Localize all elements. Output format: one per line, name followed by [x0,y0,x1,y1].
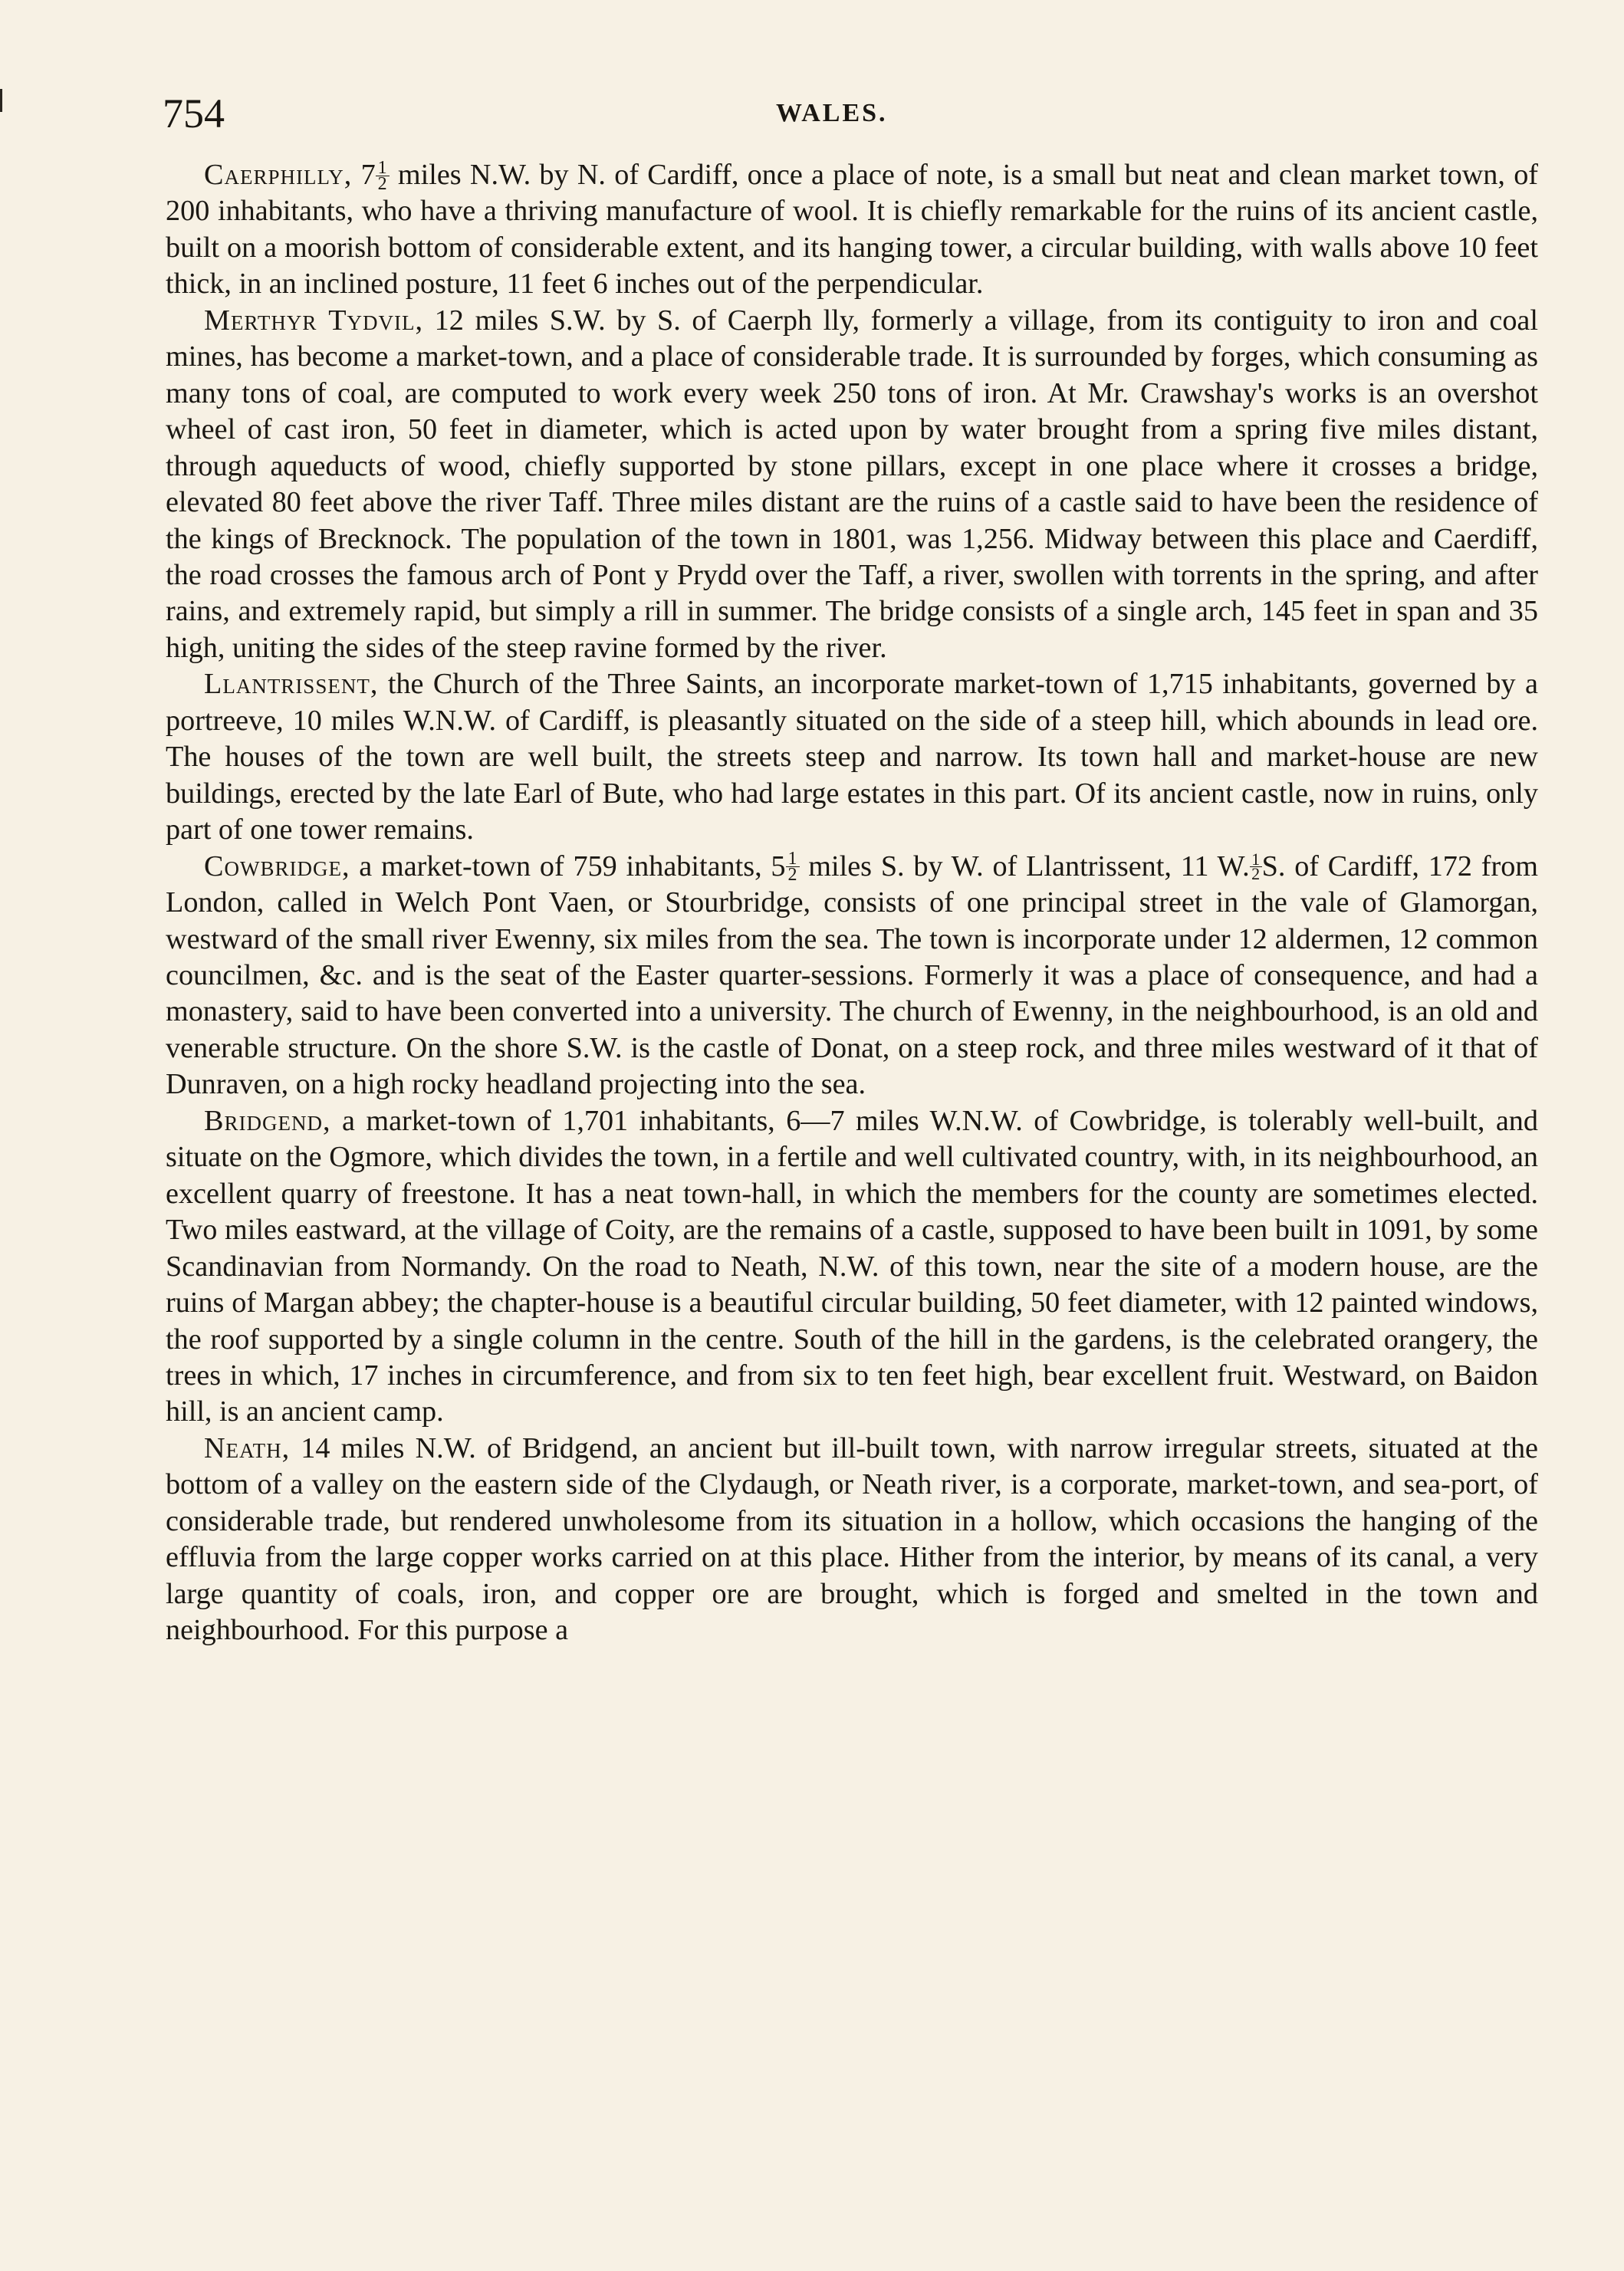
entry-llantrissent [166,666,1538,848]
place-name: Caerphilly, [204,159,353,191]
entry-neath [166,1431,1538,1649]
entry-text: miles N.W. by N. of Cardiff, once a place of note, is a small but neat and clean market town, of 200 inhabitants, who have a thriving manufacture of wool. It is chiefly remarkable for the ruins of its ancient castle, built on a moorish bottom of considerable extent, and its hanging tower, a circular building, with walls above 10 feet thick, in an inclined posture, 11 feet 6 inches out of the perpendicular. [166,159,1538,301]
fraction-denominator: 2 [787,865,797,886]
fraction-numerator: 1 [1250,853,1262,867]
entry-caerphilly [166,157,1538,303]
entry-text: miles S. by W. of Llantrissent, 11 W. [799,850,1250,882]
entry-text: 12 miles S.W. by S. of Caerph lly, formerly a village, from its contiguity to iron and coal mines, has become a market-town, and a place of considerable trade. It is surrounded by forges, which consuming as many tons of coal, are computed to work every week 250 tons of iron. At Mr. Crawshay's works is an overshot wheel of cast iron, 50 feet in diameter, which is acted upon by water brought from a spring five miles distant, through aqueducts of wood, chiefly supported by stone pillars, except in one place where it crosses a bridge, elevated 80 feet above the river Taff. Three miles distant are the ruins of a castle said to have been the residence of the kings of Brecknock. The population of the town in 1801, was 1,256. Midway between this place and Caerdiff, the road crosses the famous arch of Pont y Prydd over the Taff, a river, swollen with torrents in the spring, and after rains, and extremely rapid, but simply a rill in summer. The bridge consists of a single arch, 145 feet in span and 35 high, uniting the sides of the steep ravine formed by the river. [166,304,1538,664]
entry-merthyr-tydvil [166,303,1538,667]
fraction [1250,850,1262,884]
place-name: Cowbridge, [204,850,350,882]
entry-text: 7 [352,159,376,191]
fraction-denominator: 2 [377,173,387,194]
running-head: WALES. [776,99,888,127]
fraction [786,849,800,886]
fraction-denominator: 2 [1251,864,1261,884]
place-name: Neath, [204,1431,291,1464]
text-column [166,157,1538,1649]
entry-bridgend [166,1103,1538,1431]
place-name: Bridgend, [204,1104,331,1137]
entry-text: 14 miles N.W. of Bridgend, an ancient but ill-built town, with narrow irregular streets, situated at the bottom of a valley on the eastern side of the Clydaugh, or Neath river, is a corporate, market-town, and sea-port, of considerable trade, but rendered unwholesome from its situation in a hollow, which occasions the hanging of the effluvia from the large copper works carried on at this place. Hither from the interior, by means of its canal, a very large quantity of coals, iron, and copper ore are brought, which is forged and smelted in the town and neighbourhood. For this purpose a [166,1431,1538,1647]
fraction [376,157,390,194]
fraction-numerator: 1 [786,851,800,867]
entry-text: a market-town of 1,701 inhabitants, 6—7 miles W.N.W. of Cowbridge, is tolerably well-built, and situate on the Ogmore, which divides the town, in a fertile and well cultivated country, with, in its neighbourhood, an excellent quarry of freestone. It has a neat town-hall, in which the members for the county are sometimes elected. Two miles eastward, at the village of Coity, are the remains of a castle, supposed to have been built in 1091, by some Scandinavian from Normandy. On the road to Neath, N.W. of this town, near the site of a modern house, are the ruins of Margan abbey; the chapter-house is a beautiful circular building, 50 feet diameter, with 12 painted windows, the roof supported by a single column in the centre. South of the hill in the gardens, is the celebrated orangery, the trees in which, 17 inches in circumference, and from six to ten feet high, bear excellent fruit. Westward, on Baidon hill, is an ancient camp. [166,1104,1538,1428]
page-header [163,83,1535,144]
entry-text: the Church of the Three Saints, an incorporate market-town of 1,715 inhabitants, governed by a portreeve, 10 miles W.N.W. of Cardiff, is pleasantly situated on the side of a steep hill, which abounds in lead ore. The houses of the town are well built, the streets steep and narrow. Its town hall and market-house are new buildings, erected by the late Earl of Bute, who had large estates in this part. Of its ancient castle, now in ruins, only part of one tower remains. [166,668,1538,846]
fraction-numerator: 1 [376,160,390,176]
place-name: Merthyr Tydvil, [204,304,424,337]
entry-cowbridge [166,849,1538,1103]
entry-text: S. of Cardiff, 172 from London, called in Welch Pont Vaen, or Stourbridge, consists of one principal street in the vale of Glamorgan, westward of the small river Ewenny, six miles from the sea. The town is incorporate under 12 aldermen, 12 common councilmen, &c. and is the seat of the Easter quarter-sessions. Formerly it was a place of consequence, and had a monastery, said to have been converted into a university. The church of Ewenny, in the neighbourhood, is an old and venerable structure. On the shore S.W. is the castle of Donat, on a steep rock, and three miles westward of it that of Dunraven, on a high rocky headland projecting into the sea. [166,850,1538,1101]
place-name: Llantrissent, [204,668,379,701]
page-number: 754 [163,90,225,136]
entry-text: a market-town of 759 inhabitants, 5 [350,850,786,882]
margin-mark [0,89,2,112]
